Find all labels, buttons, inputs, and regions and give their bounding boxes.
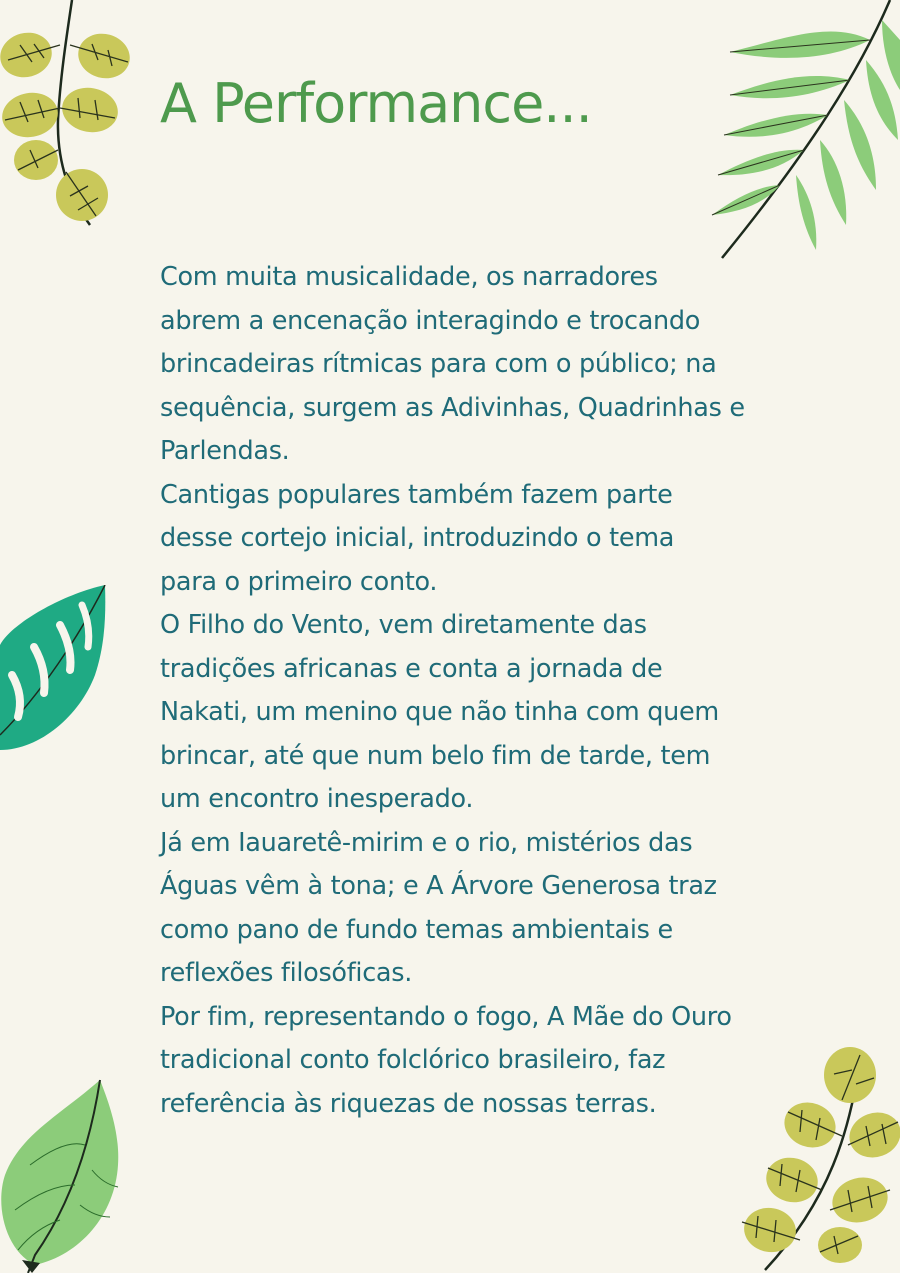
- text-line: Parlendas.: [160, 436, 290, 466]
- text-line: um encontro inesperado.: [160, 784, 474, 814]
- paragraph-cantigas: [160, 474, 800, 605]
- paragraph-filho-do-vento: [160, 604, 800, 822]
- text-line: abrem a encenação interagindo e trocando: [160, 305, 701, 336]
- text-line: Cantigas populares também fazem parte: [160, 479, 673, 510]
- text-line: Águas vêm à tona; e A Árvore Generosa traz: [160, 871, 717, 901]
- paragraph-iauarete: [160, 822, 800, 996]
- page-title: A Performance...: [160, 72, 592, 135]
- text-line: brincar, até que num belo fim de tarde, tem: [160, 740, 711, 771]
- text-line: O Filho do Vento, vem diretamente das: [160, 610, 647, 640]
- text-line: tradições africanas e conta a jornada de: [160, 653, 663, 684]
- text-line: como pano de fundo temas ambientais e: [160, 914, 673, 945]
- olive-branch-top-left: [0, 0, 140, 230]
- monstera-leaf-left: [0, 585, 110, 755]
- text-line: sequência, surgem as Adivinhas, Quadrinhas e: [160, 392, 745, 423]
- paragraph-mae-do-ouro: [160, 996, 800, 1127]
- text-line: Nakati, um menino que não tinha com quem: [160, 697, 719, 727]
- text-line: Já em Iauaretê-mirim e o rio, mistérios das: [160, 827, 693, 858]
- text-line: desse cortejo inicial, introduzindo o tema: [160, 523, 675, 553]
- text-line: Com muita musicalidade, os narradores: [160, 262, 658, 292]
- paragraph-intro: [160, 256, 800, 474]
- text-line: referência às riquezas de nossas terras.: [160, 1088, 657, 1119]
- fern-top-right: [700, 0, 900, 270]
- body-text: [160, 256, 800, 1126]
- text-line: brincadeiras rítmicas para com o público; na: [160, 349, 717, 379]
- text-line: Por fim, representando o fogo, A Mãe do Ouro: [160, 1001, 732, 1032]
- text-line: tradicional conto folclórico brasileiro, faz: [160, 1045, 666, 1075]
- text-line: para o primeiro conto.: [160, 566, 438, 597]
- green-leaf-bottom-left: [0, 1075, 125, 1273]
- text-line: reflexões filosóficas.: [160, 958, 413, 988]
